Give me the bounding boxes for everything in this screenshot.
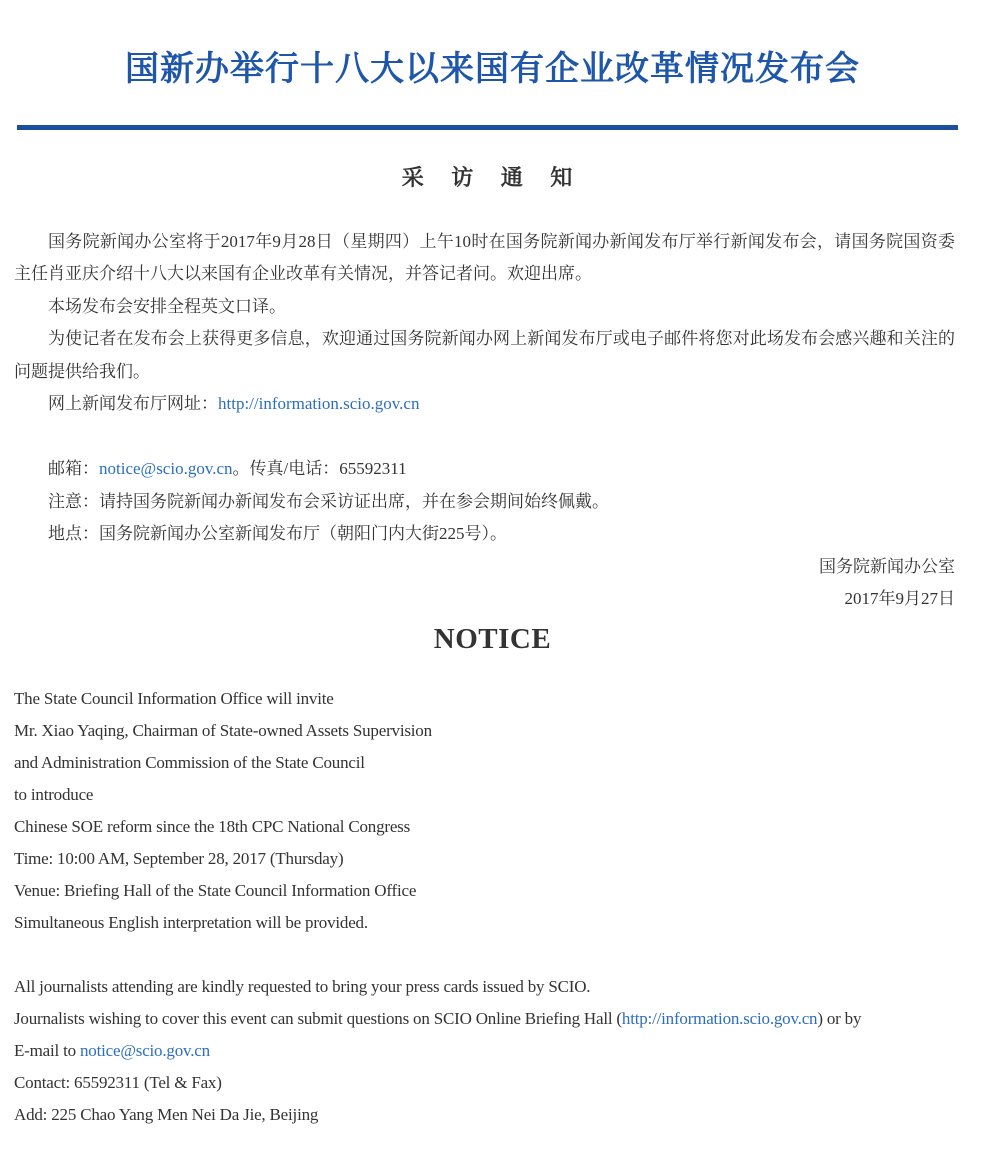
text-segment: and Administration Commission of the State Council	[14, 752, 365, 772]
text-line	[14, 1099, 965, 1131]
text-line	[14, 1035, 965, 1067]
text-line	[14, 971, 965, 1003]
text-line	[14, 843, 965, 875]
text-segment: 为使记者在发布会上获得更多信息，欢迎通过国务院新闻办网上新闻发布厅或电子邮件将您对此场发布会感兴趣和关注的问题提供给我们。	[14, 329, 955, 381]
text-segment: 本场发布会安排全程英文口译。	[48, 296, 286, 316]
text-segment: 地点：国务院新闻办公室新闻发布厅（朝阳门内大街225号）。	[48, 524, 507, 544]
text-segment: All journalists attending are kindly requested to bring your press cards issued by SCIO.	[14, 976, 591, 996]
text-segment: 国务院新闻办公室	[819, 556, 955, 576]
text-segment: Chinese SOE reform since the 18th CPC National Congress	[14, 816, 411, 836]
text-line	[14, 715, 965, 747]
text-segment: Venue: Briefing Hall of the State Council Information Office	[14, 880, 417, 900]
text-line	[14, 226, 955, 291]
text-line	[14, 551, 955, 584]
text-line	[14, 323, 955, 388]
text-segment: ) or by	[817, 1008, 862, 1028]
text-segment: 注意：请持国务院新闻办新闻发布会采访证出席，并在参会期间始终佩戴。	[48, 491, 609, 511]
text-line	[14, 747, 965, 779]
cn-notice-heading: 采 访 通 知	[401, 164, 584, 190]
page-title: 国新办举行十八大以来国有企业改革情况发布会	[125, 49, 860, 88]
text-line	[14, 779, 965, 811]
en-notice-heading: NOTICE	[433, 622, 552, 655]
text-segment: 国务院新闻办公室将于2017年9月28日（星期四）上午10时在国务院新闻办新闻发布厅举行新闻发布会，请国务院国资委主任肖亚庆介绍十八大以来国有企业改革有关情况，并答记者问。欢迎出席。	[14, 231, 955, 284]
text-segment: 网上新闻发布厅网址：	[48, 394, 218, 414]
text-line	[14, 583, 955, 616]
text-line	[14, 388, 955, 421]
en-notice-body	[14, 683, 965, 1171]
text-segment: Contact: 65592311 (Tel & Fax)	[14, 1072, 222, 1092]
text-segment: Journalists wishing to cover this event can submit questions on SCIO Online Briefing Hall (	[14, 1008, 622, 1028]
text-line	[14, 453, 955, 486]
text-segment: Time: 10:00 AM, September 28, 2017 (Thursday)	[14, 848, 344, 868]
text-segment: Mr. Xiao Yaqing, Chairman of State-owned Assets Supervision	[14, 720, 432, 740]
text-segment: Simultaneous English interpretation will be provided.	[14, 912, 368, 932]
text-line	[14, 875, 965, 907]
text-segment: 。传真/电话：65592311	[232, 459, 407, 479]
blank-line-spacer	[14, 939, 965, 971]
hyperlink[interactable]: notice@scio.gov.cn	[99, 459, 233, 479]
text-segment: 2017年9月27日	[844, 589, 955, 609]
text-line	[14, 1067, 965, 1099]
text-line	[14, 683, 965, 715]
hyperlink[interactable]: http://information.scio.gov.cn	[218, 394, 420, 414]
text-segment: The State Council Information Office will invite	[14, 688, 334, 708]
text-segment: 邮箱：	[48, 459, 99, 479]
text-segment: to introduce	[14, 784, 94, 804]
hyperlink[interactable]: http://information.scio.gov.cn	[621, 1008, 818, 1028]
title-divider-rule	[17, 125, 958, 130]
text-line	[14, 486, 955, 519]
text-line	[14, 518, 955, 551]
hyperlink[interactable]: notice@scio.gov.cn	[79, 1040, 210, 1060]
text-line	[14, 1003, 965, 1035]
text-segment: E-mail to	[14, 1040, 80, 1060]
text-line	[14, 907, 965, 939]
text-line	[14, 291, 955, 324]
cn-notice-body	[14, 226, 955, 616]
blank-line-spacer	[14, 421, 955, 454]
text-line	[14, 811, 965, 843]
text-segment: Add: 225 Chao Yang Men Nei Da Jie, Beijing	[14, 1104, 319, 1124]
